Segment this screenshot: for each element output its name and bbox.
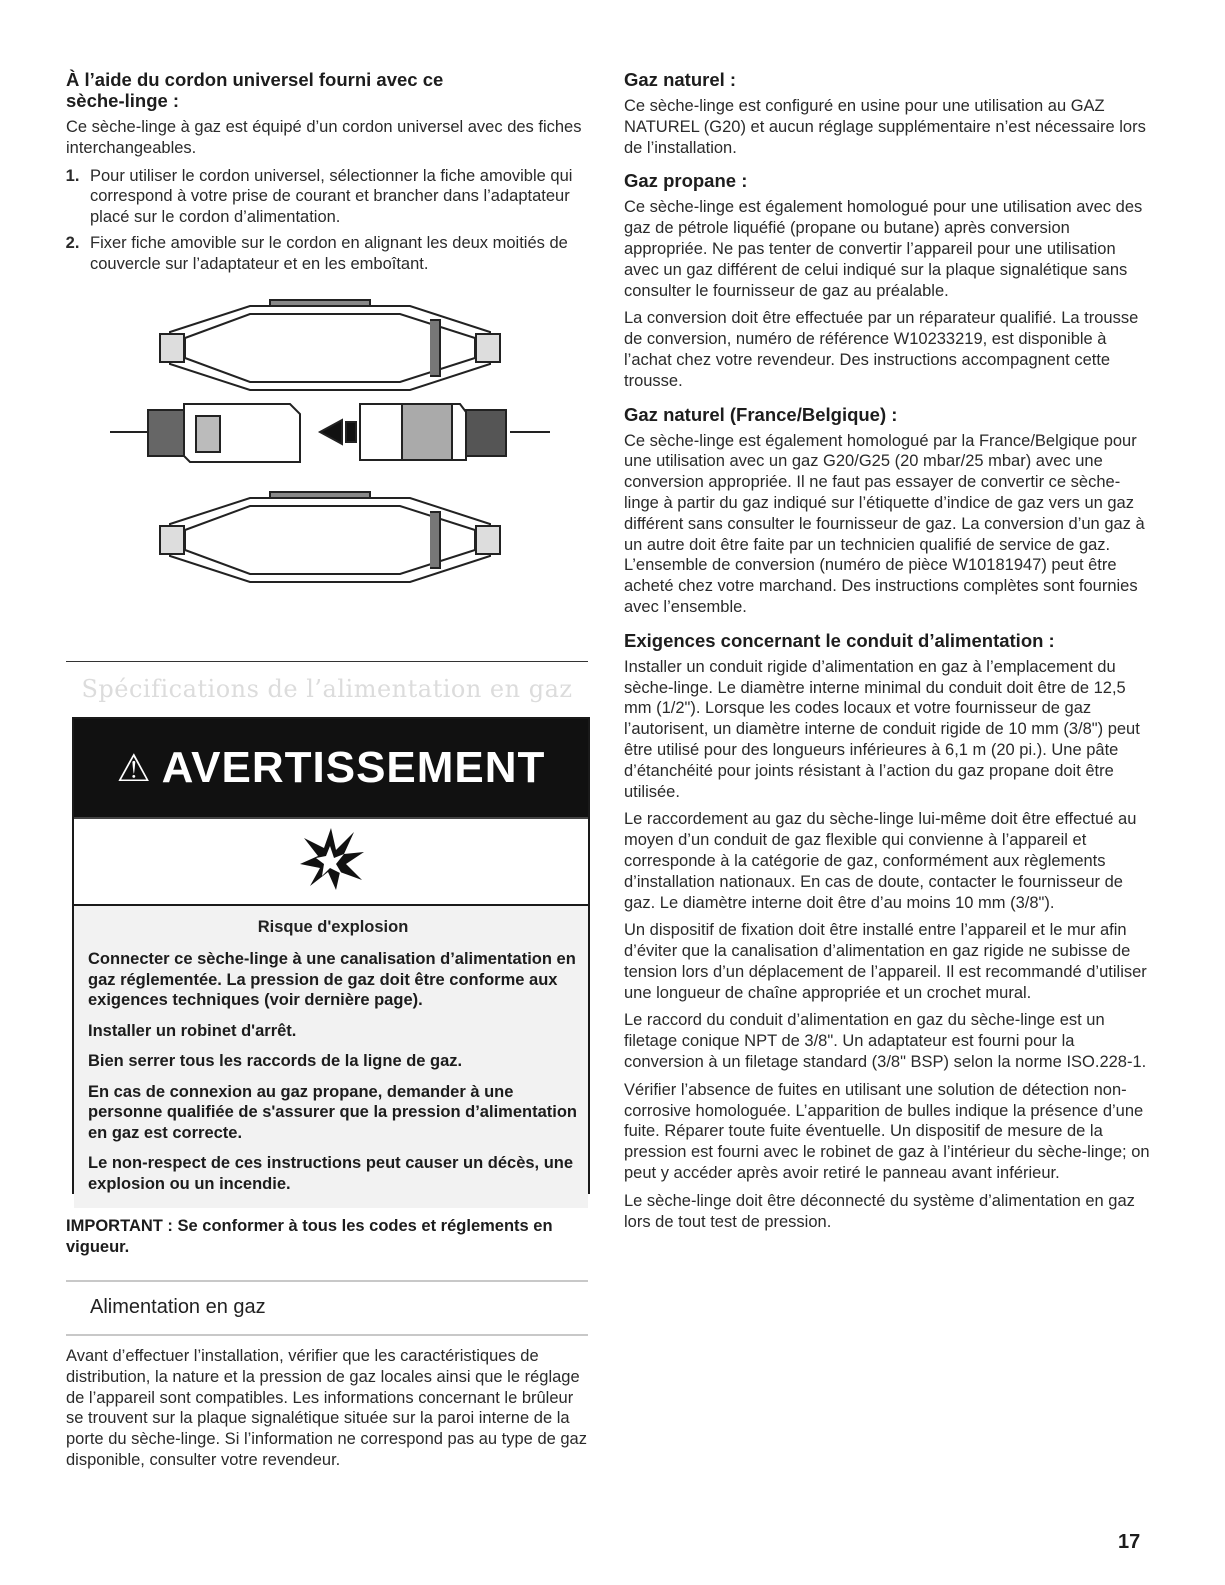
supply-text-5: Vérifier l’absence de fuites en utilisant une solution de détection non-corrosive homologuée. L’apparition de bulles indique la présence d’une fuite. Réparer toute fuite éventuelle. Un dispositif de mesure de la pression est fourni avec le robinet de gaz à l’intérieur du sèche-linge; on peut y accéder après avoir retiré le panneau avant inférieur. [624, 1080, 1150, 1183]
propane-text-2: La conversion doit être effectuée par un réparateur qualifié. La trousse de conversion, numéro de référence W10233219, est disponible à l’achat chez votre revendeur. Des instructions accompagnent cette trousse. [624, 309, 1139, 390]
supply-text-1: Installer un conduit rigide d’alimentation en gaz à l’emplacement du sèche-linge. Le diamètre interne minimal du conduit doit être de 12,5 mm (1/2"). Lorsque les codes locaux et votre fournisseur de gaz l’autorisent, un diamètre interne de conduit rigide de 10 mm (3/8") peut être utilisé pour des longueurs inférieures à 6,1 m (20 pi.). Une pâte d’étanchéité pour joints résistant à l’action du gaz propane doit être utilisée. [624, 657, 1140, 801]
warning-triangle-icon: ⚠ [116, 747, 152, 790]
propane-text-1: Ce sèche-linge est également homologué pour une utilisation avec des gaz de pétrole liquéfié (propane ou butane) après conversion appropriée. Ne pas tenter de convertir l’appareil pour une utilisation avec un gaz différent de celui indiqué sur la plaque signalétique sans consulter le fournisseur de gaz au préalable. [624, 198, 1143, 300]
supply-requirements-heading: Exigences concernant le conduit d’alimentation : [624, 629, 1055, 651]
warning-icon-area [74, 819, 588, 906]
cord-steps [66, 166, 588, 275]
warning-paragraph-4: En cas de connexion au gaz propane, demander à une personne qualifiée de s'assurer que la pression d’alimentation en gaz est correcte. [88, 1082, 577, 1142]
warning-paragraph-2: Installer un robinet d'arrêt. [88, 1021, 297, 1040]
adapter-top [160, 300, 500, 390]
section-title: Spécifications de l’alimentation en gaz [81, 675, 573, 703]
cord-heading: À l’aide du cordon universel fourni avec ce sèche-linge : [66, 69, 444, 111]
subsection-rule-top [66, 1280, 588, 1282]
supply-text-3: Un dispositif de fixation doit être installé entre l’appareil et le mur afin d’éviter que la canalisation d’alimentation en gaz rigide ne subisse de tension lors d’un déplacement de l’appareil. Il est recommandé d’utiliser une longueur de chaîne appropriée et un crochet mural. [624, 921, 1147, 1002]
france-belgium-text: Ce sèche-linge est également homologué par la France/Belgique pour une utilisation avec un gaz G20/G25 (20 mbar/25 mbar) avec une conversion appropriée. Il ne faut pas essayer de convertir ce sèche-linge à partir du gaz indiqué sur l’étiquette d’indice de gaz vers un gaz différent sans consulter le fournisseur de gaz. La conversion d’un gaz à un autre doit être faite par un technicien qualifié de service de gaz. L’ensemble de conversion (numéro de pièce W10181947) peut être acheté chez votre marchand. Des instructions complètes sont fournies avec l’ensemble. [624, 431, 1145, 616]
plug-and-cord [110, 404, 550, 462]
warning-risk-title: Risque d'explosion [257, 918, 409, 936]
important-note: IMPORTANT : Se conformer à tous les codes et réglements en vigueur. [66, 1217, 553, 1256]
supply-text-6: Le sèche-linge doit être déconnecté du système d’alimentation en gaz lors de tout test de pression. [624, 1191, 1135, 1231]
propane-heading: Gaz propane : [624, 170, 748, 192]
explosion-icon [296, 824, 366, 894]
natural-gas-text: Ce sèche-linge est configuré en usine pour une utilisation au GAZ NATUREL (G20) et aucun réglage supplémentaire n’est nécessaire lors de l’installation. [624, 97, 1146, 157]
page-number: 17 [1118, 1531, 1141, 1553]
adapter-bottom [160, 492, 500, 582]
subsection-rule-bottom [66, 1334, 588, 1336]
left-column [66, 69, 588, 280]
cord-intro: Ce sèche-linge à gaz est équipé d’un cordon universel avec des fiches interchangeables. [66, 118, 582, 157]
warning-header-text: AVERTISSEMENT [161, 743, 546, 792]
warning-paragraph-5: Le non-respect de ces instructions peut causer un décès, une explosion ou un incendie. [88, 1154, 574, 1193]
subsection-title: Alimentation en gaz [90, 1296, 266, 1318]
gas-supply-body: Avant d’effectuer l’installation, vérifier que les caractéristiques de distribution, la nature et la pression de gaz locales ainsi que le réglage de l’appareil sont compatibles. Les informations concernant le brûleur se trouvent sur la plaque signalétique située sur la paroi interne de la porte du sèche-linge. Si l’information ne correspond pas au type de gaz disponible, consulter votre revendeur. [66, 1347, 587, 1469]
cord-step-2: 2. Fixer fiche amovible sur le cordon en alignant les deux moitiés de couvercle sur l’adaptateur et en les emboîtant. [84, 233, 588, 275]
warning-paragraph-1: Connecter ce sèche-linge à une canalisation d’alimentation en gaz réglementée. La pression de gaz doit être conforme aux exigences techniques (voir dernière page). [88, 950, 576, 1009]
france-belgium-heading: Gaz naturel (France/Belgique) : [624, 403, 898, 425]
cord-step-1: 1. Pour utiliser le cordon universel, sélectionner la fiche amovible qui correspond à votre prise de courant et brancher dans l’adaptateur placé sur le cordon d’alimentation. [84, 166, 588, 228]
warning-body [74, 906, 588, 1208]
warning-header [74, 719, 588, 819]
warning-box [72, 717, 590, 1194]
universal-cord-illustration [110, 292, 550, 592]
supply-text-4: Le raccord du conduit d’alimentation en gaz du sèche-linge est un filetage conique NPT de 3/8". Un adaptateur est fourni pour la conversion à un filetage standard (3/8" BSP) selon la norme ISO.228-1. [624, 1011, 1147, 1072]
right-column [624, 69, 1154, 1239]
supply-text-2: Le raccordement au gaz du sèche-linge lui-même doit être effectué au moyen d’un conduit de gaz flexible qui convienne à l’appareil et corresponde à la catégorie de gaz, conformément aux règlements d’installation nationaux. En cas de doute, contacter le fournisseur de gaz. Le diamètre interne doit être d’au moins 10 mm (3/8"). [624, 810, 1137, 912]
warning-paragraph-3: Bien serrer tous les raccords de la ligne de gaz. [88, 1052, 463, 1070]
natural-gas-heading: Gaz naturel : [624, 69, 737, 90]
section-divider [66, 661, 588, 662]
